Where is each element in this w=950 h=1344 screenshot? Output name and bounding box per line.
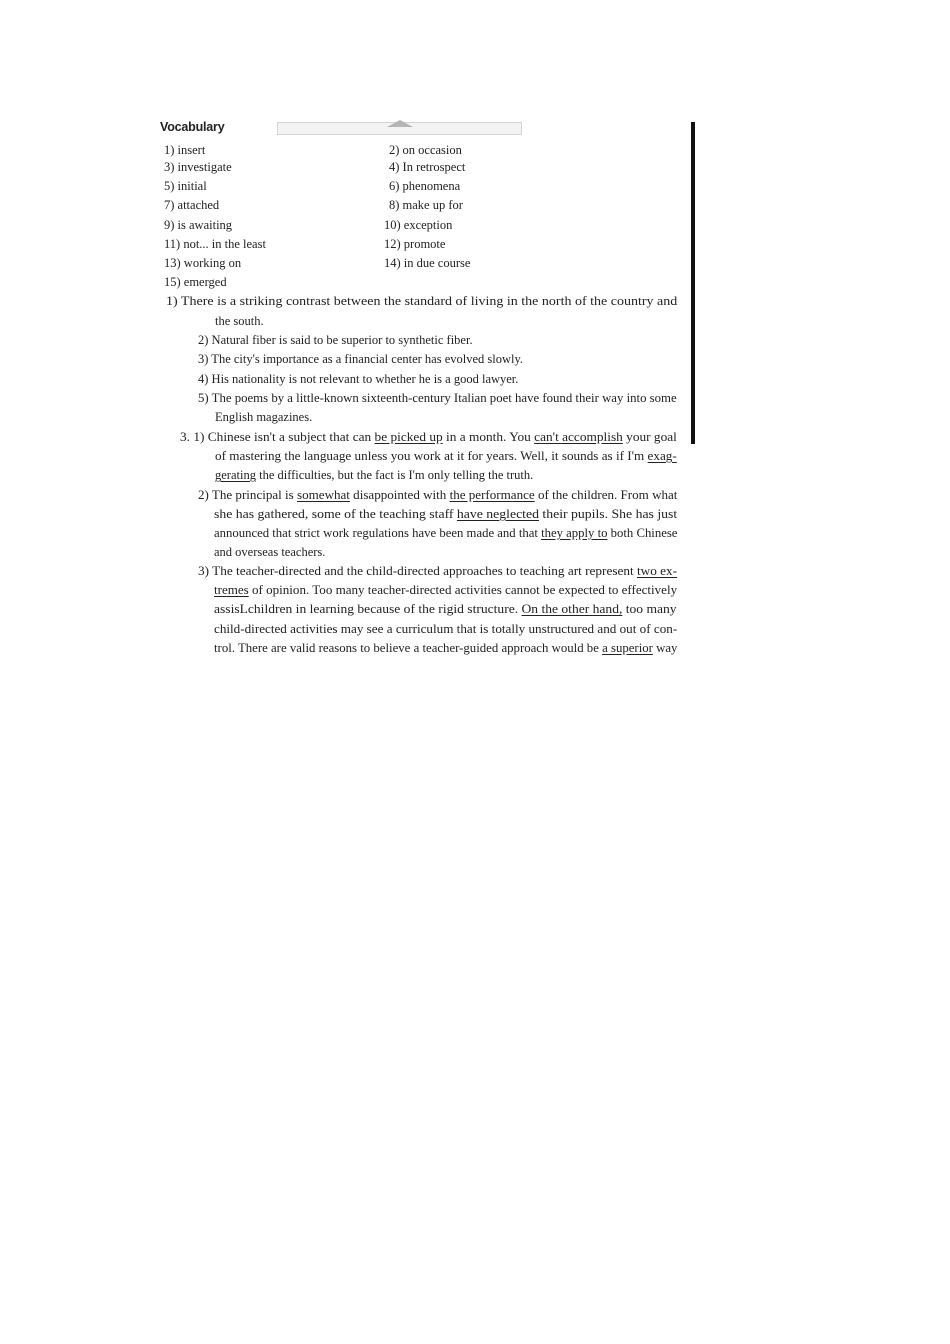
text-span: your goal <box>622 430 677 444</box>
text-span: the difficulties, but the fact is I'm only telling the truth. <box>255 468 534 482</box>
text-span: too many <box>622 602 677 616</box>
text-span: way <box>652 641 678 655</box>
paragraph-line <box>215 448 677 464</box>
vocabulary-heading: Vocabulary <box>160 120 225 134</box>
paragraph-line: child-directed activities may see a curriculum that is totally unstructured and out of con- <box>214 622 678 636</box>
text-span: in a month. You <box>442 430 535 444</box>
sentence-line: 4) His nationality is not relevant to whether he is a good lawyer. <box>198 372 519 386</box>
underlined-phrase: can't accomplish <box>534 430 623 444</box>
text-span: of opinion. Too many teacher-directed activities cannot be expected to effectively <box>248 583 678 597</box>
text-span: assisLchildren in learning because of the rigid structure. <box>214 602 522 616</box>
vertical-rule <box>691 122 695 444</box>
text-span: 2) The principal is <box>198 488 298 502</box>
text-span: announced that strict work regulations have been made and that <box>214 526 542 540</box>
vocab-item: 5) initial <box>164 179 207 193</box>
sentence-line: 2) Natural fiber is said to be superior to synthetic fiber. <box>198 333 473 347</box>
text-span: their pupils. She has just <box>538 507 678 521</box>
vocab-item: 4) In retrospect <box>389 160 466 174</box>
text-span: of the children. From what <box>534 488 678 502</box>
vocab-item: 9) is awaiting <box>164 218 233 232</box>
vocab-item: 7) attached <box>164 198 220 212</box>
sentence-line: 5) The poems by a little-known sixteenth-century Italian poet have found their way into some <box>198 391 677 405</box>
underlined-phrase: they apply to <box>541 526 608 540</box>
sentence-line: 3) The city's importance as a financial center has evolved slowly. <box>198 352 524 366</box>
underlined-phrase: tremes <box>214 583 249 597</box>
sentence-line: English magazines. <box>215 410 313 424</box>
vocab-item: 11) not... in the least <box>164 237 266 251</box>
paragraph-line <box>198 487 677 503</box>
vocab-item: 3) investigate <box>164 160 232 174</box>
sentence-line: the south. <box>215 314 264 328</box>
paragraph-line <box>215 467 533 483</box>
text-span: disappointed with <box>349 488 450 502</box>
underlined-phrase: On the other hand, <box>521 602 623 616</box>
vocab-item: 8) make up for <box>389 198 463 212</box>
text-span: she has gathered, some of the teaching staff <box>214 507 457 521</box>
sentence-line: 1) There is a striking contrast between the standard of living in the north of the country and <box>166 294 678 308</box>
text-span: of mastering the language unless you work at it for years. Well, it sounds as if I'm <box>215 449 648 463</box>
vocab-item: 13) working on <box>164 256 242 270</box>
underlined-phrase: somewhat <box>297 488 350 502</box>
vocab-item: 12) promote <box>384 237 446 251</box>
paragraph-line <box>214 582 677 598</box>
underlined-phrase: have neglected <box>456 507 539 521</box>
underlined-phrase: two ex- <box>636 564 678 578</box>
vocab-item: 2) on occasion <box>389 143 462 157</box>
vocab-item: 10) exception <box>384 218 453 232</box>
underlined-phrase: exag- <box>647 449 677 463</box>
paragraph-line <box>214 601 677 617</box>
vocab-item: 1) insert <box>164 143 206 157</box>
vocab-item: 14) in due course <box>384 256 471 270</box>
text-span: trol. There are valid reasons to believe a teacher-guided approach would be <box>214 641 603 655</box>
paragraph-line <box>214 506 677 522</box>
text-span: both Chinese <box>607 526 678 540</box>
underlined-phrase: the performance <box>449 488 535 502</box>
triangle-icon <box>387 120 413 127</box>
paragraph-line <box>214 525 677 541</box>
paragraph-line <box>214 640 677 656</box>
vocab-item: 6) phenomena <box>389 179 461 193</box>
paragraph-line <box>198 563 677 579</box>
underlined-phrase: be picked up <box>374 430 443 444</box>
paragraph-line <box>180 429 677 445</box>
underlined-phrase: gerating <box>215 468 256 482</box>
underlined-phrase: a superior <box>602 641 653 655</box>
vocab-item: 15) emerged <box>164 275 227 289</box>
text-span: 3. 1) Chinese isn't a subject that can <box>180 430 375 444</box>
text-span: 3) The teacher-directed and the child-directed approaches to teaching art represent <box>198 564 637 578</box>
paragraph-line: and overseas teachers. <box>214 545 326 559</box>
